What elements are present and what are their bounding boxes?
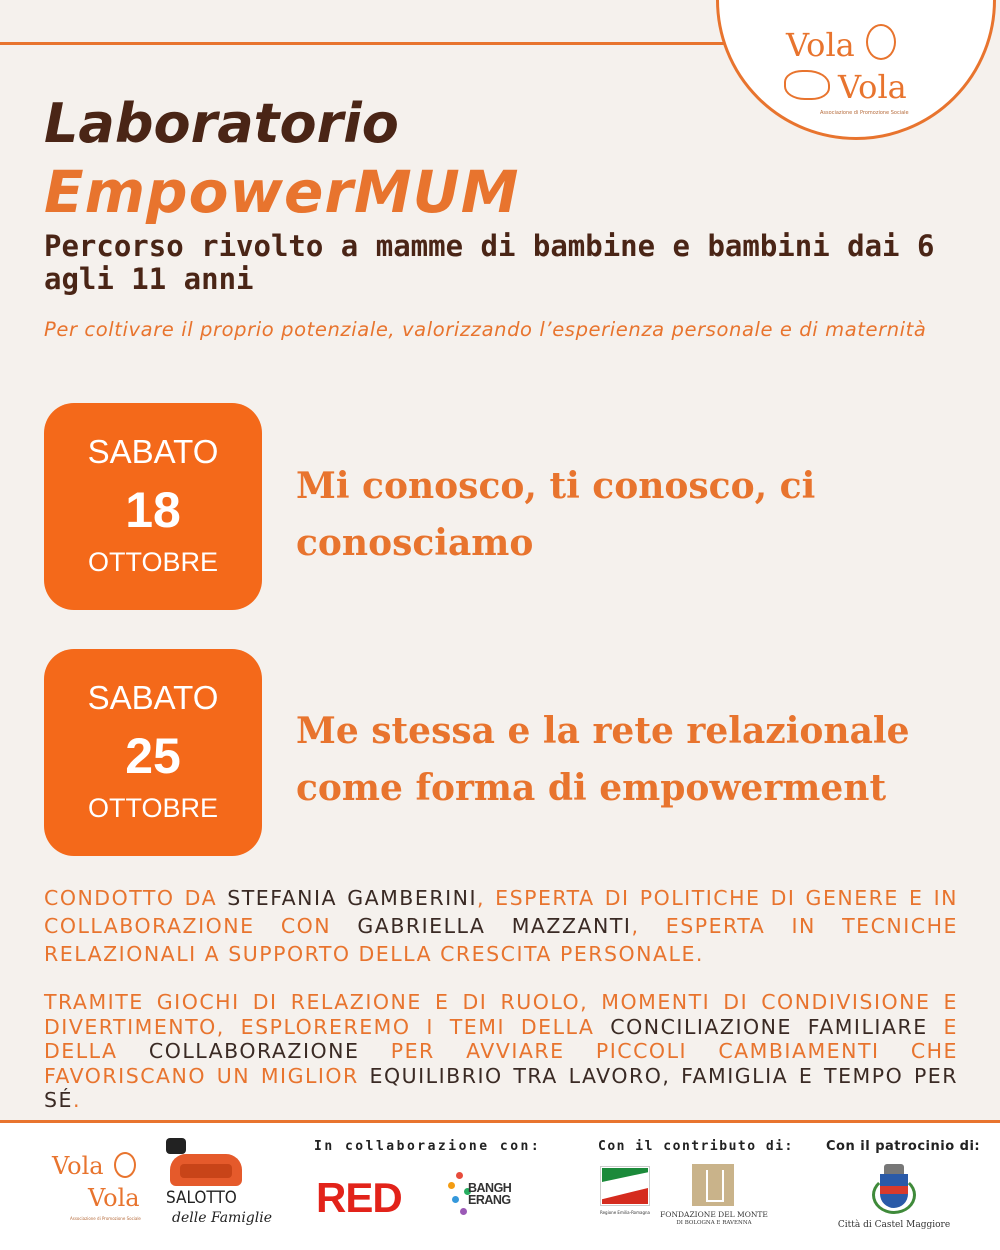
date-day: SABATO: [87, 679, 219, 716]
coat-of-arms-icon: [870, 1164, 918, 1216]
dot: [448, 1182, 455, 1189]
tagline: Per coltivare il proprio potenziale, valorizzando l’esperienza personale e di maternità: [44, 318, 927, 341]
highlight-text: COLLABORAZIONE: [148, 1039, 360, 1063]
date-number: 25: [125, 728, 181, 784]
date-badge-2: [44, 649, 262, 856]
balloon-icon: [866, 24, 896, 60]
red-logo: RED: [316, 1174, 402, 1221]
salotto-famiglie-logo: [162, 1138, 273, 1238]
patron-label: Con il patrocinio di:: [826, 1139, 981, 1154]
balloon-icon: [114, 1152, 136, 1178]
vola-vola-footer-logo: [48, 1150, 158, 1230]
city-caption: Città di Castel Maggiore: [837, 1220, 951, 1230]
text-segment: , ESPERTA IN TECNICHE RELAZIONALI A SUPPORTO DELLA CRESCITA PERSONALE.: [44, 914, 958, 966]
region-caption: Regione Emilia-Romagna: [600, 1210, 650, 1215]
conductor-name-2: GABRIELLA MAZZANTI: [357, 914, 632, 938]
shield-band: [880, 1186, 908, 1194]
top-divider: [0, 42, 735, 45]
activities-paragraph: [44, 990, 958, 1113]
highlight-text: EQUILIBRIO TRA LAVORO, FAMIGLIA E TEMPO PER SÉ: [44, 1063, 959, 1112]
text-segment: E DELLA: [44, 1014, 958, 1063]
page-subtitle: Percorso rivolto a mamme di bambine e bambini dai 6 agli 11 anni: [44, 229, 935, 296]
date-badge-1: [44, 403, 262, 610]
text-segment: CONDOTTO DA: [44, 886, 228, 910]
text-segment: .: [72, 1088, 81, 1112]
sofa-seat: [180, 1164, 232, 1178]
text-segment: , ESPERTA DI POLITICHE DI GENERE E IN COLLABORAZIONE CON: [44, 886, 958, 938]
date-day: SABATO: [87, 433, 219, 470]
salotto-sub: delle Famiglie: [172, 1210, 273, 1226]
castel-maggiore-logo: [834, 1160, 954, 1236]
date-month: OTTOBRE: [87, 547, 219, 577]
fondazione-monte-logo: [656, 1162, 772, 1236]
dot: [460, 1208, 467, 1215]
dot: [456, 1172, 463, 1179]
logo-word-2: Vola: [88, 1184, 140, 1212]
chat-bubble-icon: [166, 1138, 186, 1154]
bangherang-text: BANGH ERANG: [468, 1181, 512, 1207]
fondazione-name: FONDAZIONE DEL MONTE: [660, 1210, 768, 1219]
vola-vola-logo: [780, 18, 930, 128]
fondazione-emblem-icon: [692, 1164, 734, 1206]
collab-label: In collaborazione con:: [314, 1139, 542, 1154]
date-month: OTTOBRE: [87, 793, 219, 823]
dot: [452, 1196, 459, 1203]
page-title-line2: EmpowerMUM: [44, 158, 520, 226]
highlight-text: CONCILIAZIONE FAMILIARE: [610, 1014, 928, 1039]
contrib-label: Con il contributo di:: [598, 1139, 794, 1154]
emilia-romagna-logo: [600, 1166, 650, 1218]
text-segment: TRAMITE GIOCHI DI RELAZIONE E DI RUOLO, MOMENTI DI CONDIVISIONE E DIVERTIMENTO, ESPLOREREMO I TEMI DELLA: [44, 990, 958, 1039]
bangherang-logo: [448, 1168, 532, 1224]
elephant-icon: [784, 70, 830, 100]
text-segment: PER AVVIARE PICCOLI CAMBIAMENTI CHE FAVORISCANO UN MIGLIOR: [44, 1039, 958, 1088]
salotto-name: SALOTTO: [166, 1188, 237, 1208]
crown: [884, 1164, 904, 1174]
session-title-2: Me stessa e la rete relazionale come forma di empowerment: [296, 710, 910, 809]
logo-word-2: Vola: [838, 68, 907, 106]
logo-word-1: Vola: [786, 26, 855, 64]
date-number: 18: [125, 482, 181, 538]
fondazione-sub: DI BOLOGNA E RAVENNA: [676, 1220, 752, 1226]
logo-caption: Associazione di Promozione Sociale: [820, 110, 909, 116]
page-title-line1: Laboratorio: [44, 92, 399, 155]
session-title-1: Mi conosco, ti conosco, ci conosciamo: [296, 465, 816, 564]
conductor-name-1: STEFANIA GAMBERINI: [227, 886, 477, 910]
logo-word-1: Vola: [52, 1152, 104, 1180]
logo-caption: Associazione di Promozione Sociale: [70, 1216, 141, 1221]
conductors-paragraph: [44, 884, 958, 968]
